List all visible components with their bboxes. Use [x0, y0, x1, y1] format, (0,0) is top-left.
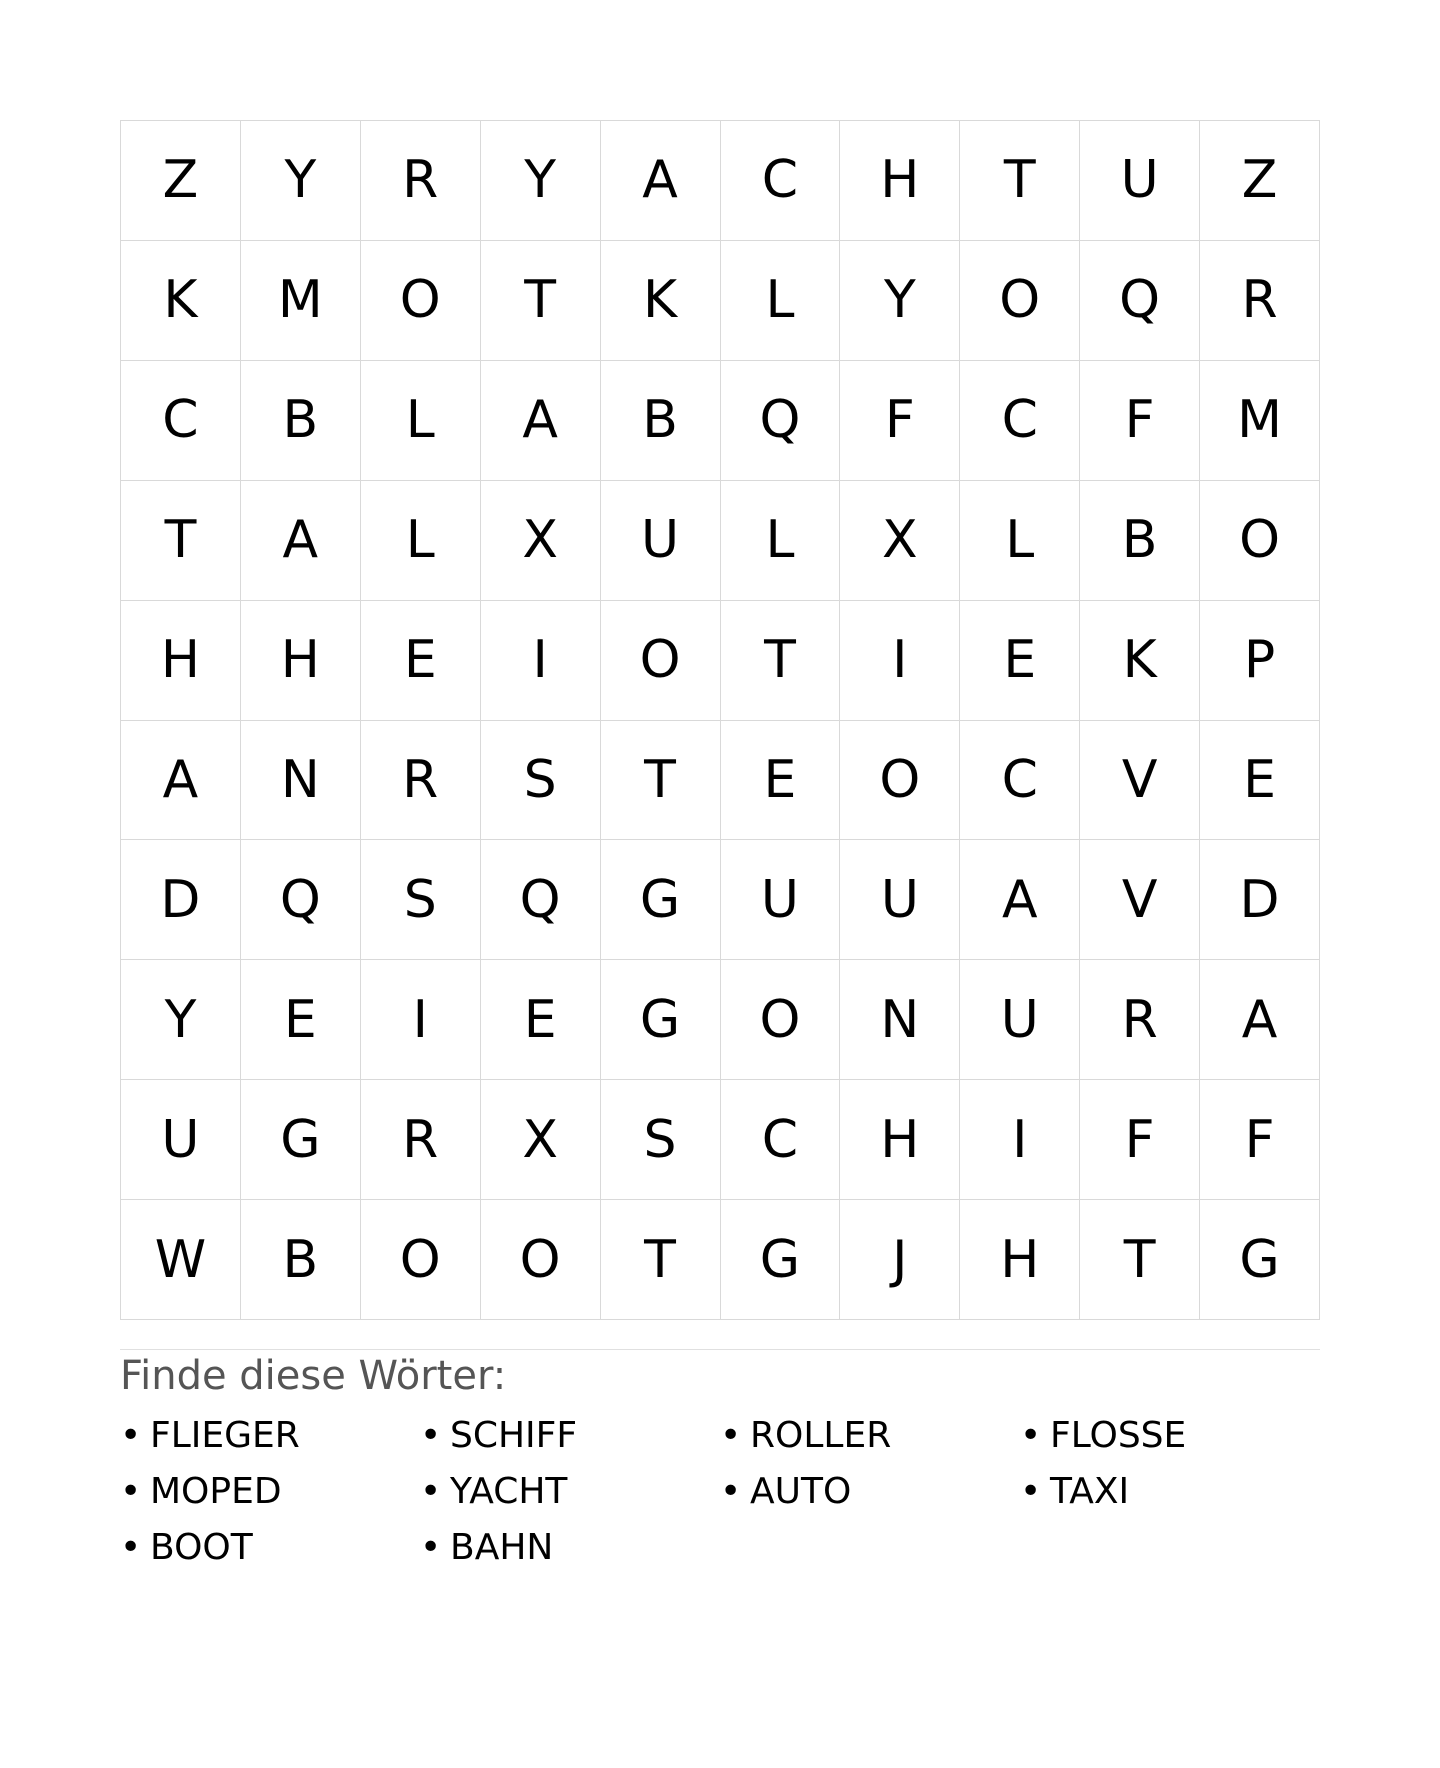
grid-cell[interactable]: K — [1080, 601, 1200, 721]
bullet-icon: • — [120, 1415, 142, 1456]
bullet-icon: • — [720, 1415, 742, 1456]
word-label: FLIEGER — [150, 1415, 300, 1456]
grid-cell[interactable]: Y — [241, 121, 361, 241]
grid-cell[interactable]: R — [361, 121, 481, 241]
grid-cell[interactable]: O — [601, 601, 721, 721]
grid-cell[interactable]: A — [601, 121, 721, 241]
bullet-icon: • — [420, 1415, 442, 1456]
bullet-icon: • — [720, 1471, 742, 1512]
grid-cell[interactable]: T — [960, 121, 1080, 241]
bullet-icon: • — [1020, 1471, 1042, 1512]
grid-cell[interactable]: A — [481, 361, 601, 481]
word-list-heading: Finde diese Wörter: — [120, 1353, 507, 1399]
word-list-item — [120, 1412, 420, 1468]
grid-cell[interactable]: I — [960, 1080, 1080, 1200]
grid-cell[interactable]: C — [960, 721, 1080, 841]
grid-cell[interactable]: I — [840, 601, 960, 721]
grid-cell[interactable]: E — [721, 721, 841, 841]
grid-cell[interactable]: U — [121, 1080, 241, 1200]
grid-cell[interactable]: S — [481, 721, 601, 841]
grid-cell[interactable]: S — [601, 1080, 721, 1200]
grid-cell[interactable]: C — [121, 361, 241, 481]
grid-cell[interactable]: F — [1080, 361, 1200, 481]
grid-cell[interactable]: L — [721, 481, 841, 601]
grid-cell[interactable]: Y — [481, 121, 601, 241]
word-label: TAXI — [1050, 1471, 1130, 1512]
grid-cell[interactable]: A — [121, 721, 241, 841]
word-label: BAHN — [450, 1527, 554, 1568]
grid-cell[interactable]: T — [121, 481, 241, 601]
grid-cell[interactable]: D — [121, 840, 241, 960]
grid-cell[interactable]: E — [241, 960, 361, 1080]
word-list-item — [420, 1468, 720, 1524]
grid-cell[interactable]: C — [721, 1080, 841, 1200]
word-label: MOPED — [150, 1471, 282, 1512]
grid-cell[interactable]: W — [121, 1200, 241, 1320]
bullet-icon: • — [120, 1527, 142, 1568]
grid-cell[interactable]: B — [1080, 481, 1200, 601]
grid-cell[interactable]: X — [840, 481, 960, 601]
bullet-icon: • — [420, 1527, 442, 1568]
bullet-icon: • — [420, 1471, 442, 1512]
word-label: BOOT — [150, 1527, 253, 1568]
grid-cell[interactable]: U — [1080, 121, 1200, 241]
grid-cell[interactable]: O — [840, 721, 960, 841]
word-list-item — [420, 1412, 720, 1468]
grid-cell[interactable]: R — [361, 721, 481, 841]
word-label: ROLLER — [750, 1415, 892, 1456]
grid-cell[interactable]: O — [1200, 481, 1320, 601]
grid-cell[interactable]: Z — [1200, 121, 1320, 241]
word-list-item — [1020, 1412, 1320, 1468]
grid-cell[interactable]: X — [481, 1080, 601, 1200]
grid-cell[interactable]: N — [241, 721, 361, 841]
grid-cell[interactable]: C — [721, 121, 841, 241]
grid-cell[interactable]: R — [1200, 241, 1320, 361]
grid-cell[interactable]: O — [960, 241, 1080, 361]
word-label: SCHIFF — [450, 1415, 578, 1456]
grid-cell[interactable]: T — [721, 601, 841, 721]
letter-grid — [120, 120, 1320, 1320]
word-list-item — [420, 1524, 720, 1580]
grid-cell[interactable]: B — [601, 361, 721, 481]
grid-cell[interactable]: O — [721, 960, 841, 1080]
grid-cell[interactable]: E — [361, 601, 481, 721]
grid-cell[interactable]: H — [241, 601, 361, 721]
grid-cell[interactable]: Q — [241, 840, 361, 960]
grid-cell[interactable]: P — [1200, 601, 1320, 721]
grid-cell[interactable]: J — [840, 1200, 960, 1320]
grid-cell[interactable]: O — [361, 1200, 481, 1320]
grid-cell[interactable]: Y — [121, 960, 241, 1080]
grid-cell[interactable]: G — [241, 1080, 361, 1200]
grid-cell[interactable]: O — [361, 241, 481, 361]
grid-cell[interactable]: I — [361, 960, 481, 1080]
grid-cell[interactable]: F — [1080, 1080, 1200, 1200]
grid-cell[interactable]: L — [721, 241, 841, 361]
bullet-icon: • — [120, 1471, 142, 1512]
word-label: FLOSSE — [1050, 1415, 1187, 1456]
grid-cell[interactable]: L — [361, 481, 481, 601]
grid-cell[interactable]: U — [721, 840, 841, 960]
grid-cell[interactable]: M — [241, 241, 361, 361]
grid-cell[interactable]: T — [1080, 1200, 1200, 1320]
grid-cell[interactable]: G — [601, 960, 721, 1080]
word-label: AUTO — [750, 1471, 852, 1512]
grid-cell[interactable]: O — [481, 1200, 601, 1320]
grid-cell[interactable]: M — [1200, 361, 1320, 481]
grid-cell[interactable]: G — [1200, 1200, 1320, 1320]
grid-cell[interactable]: V — [1080, 840, 1200, 960]
grid-cell[interactable]: B — [241, 361, 361, 481]
grid-cell[interactable]: K — [121, 241, 241, 361]
grid-cell[interactable]: T — [601, 1200, 721, 1320]
grid-cell[interactable]: T — [481, 241, 601, 361]
grid-cell[interactable]: T — [601, 721, 721, 841]
grid-cell[interactable]: U — [601, 481, 721, 601]
grid-cell[interactable]: U — [960, 960, 1080, 1080]
grid-cell[interactable]: D — [1200, 840, 1320, 960]
grid-cell[interactable]: U — [840, 840, 960, 960]
grid-cell[interactable]: Q — [721, 361, 841, 481]
grid-cell[interactable]: Q — [1080, 241, 1200, 361]
grid-cell[interactable]: A — [960, 840, 1080, 960]
grid-cell[interactable]: Y — [840, 241, 960, 361]
grid-cell[interactable]: Z — [121, 121, 241, 241]
divider — [120, 1349, 1320, 1350]
word-list-item — [120, 1524, 420, 1580]
grid-cell[interactable]: H — [121, 601, 241, 721]
grid-cell[interactable]: L — [361, 361, 481, 481]
grid-cell[interactable]: H — [840, 1080, 960, 1200]
grid-cell[interactable]: L — [960, 481, 1080, 601]
grid-cell[interactable]: E — [1200, 721, 1320, 841]
grid-cell[interactable]: K — [601, 241, 721, 361]
grid-cell[interactable]: E — [481, 960, 601, 1080]
grid-cell[interactable]: A — [1200, 960, 1320, 1080]
grid-cell[interactable]: G — [721, 1200, 841, 1320]
grid-cell[interactable]: Q — [481, 840, 601, 960]
grid-cell[interactable]: C — [960, 361, 1080, 481]
grid-cell[interactable]: F — [840, 361, 960, 481]
grid-cell[interactable]: B — [241, 1200, 361, 1320]
grid-cell[interactable]: X — [481, 481, 601, 601]
word-list-item — [720, 1412, 1020, 1468]
word-list-item — [120, 1468, 420, 1524]
word-list — [120, 1412, 1320, 1580]
grid-cell[interactable]: G — [601, 840, 721, 960]
word-list-item — [720, 1468, 1020, 1524]
grid-cell[interactable]: H — [840, 121, 960, 241]
grid-cell[interactable]: R — [361, 1080, 481, 1200]
grid-cell[interactable]: R — [1080, 960, 1200, 1080]
grid-cell[interactable]: A — [241, 481, 361, 601]
grid-cell[interactable]: H — [960, 1200, 1080, 1320]
grid-cell[interactable]: S — [361, 840, 481, 960]
word-list-item — [1020, 1468, 1320, 1524]
word-label: YACHT — [450, 1471, 568, 1512]
grid-cell[interactable]: N — [840, 960, 960, 1080]
grid-cell[interactable]: E — [960, 601, 1080, 721]
grid-cell[interactable]: F — [1200, 1080, 1320, 1200]
bullet-icon: • — [1020, 1415, 1042, 1456]
grid-cell[interactable]: I — [481, 601, 601, 721]
grid-cell[interactable]: V — [1080, 721, 1200, 841]
